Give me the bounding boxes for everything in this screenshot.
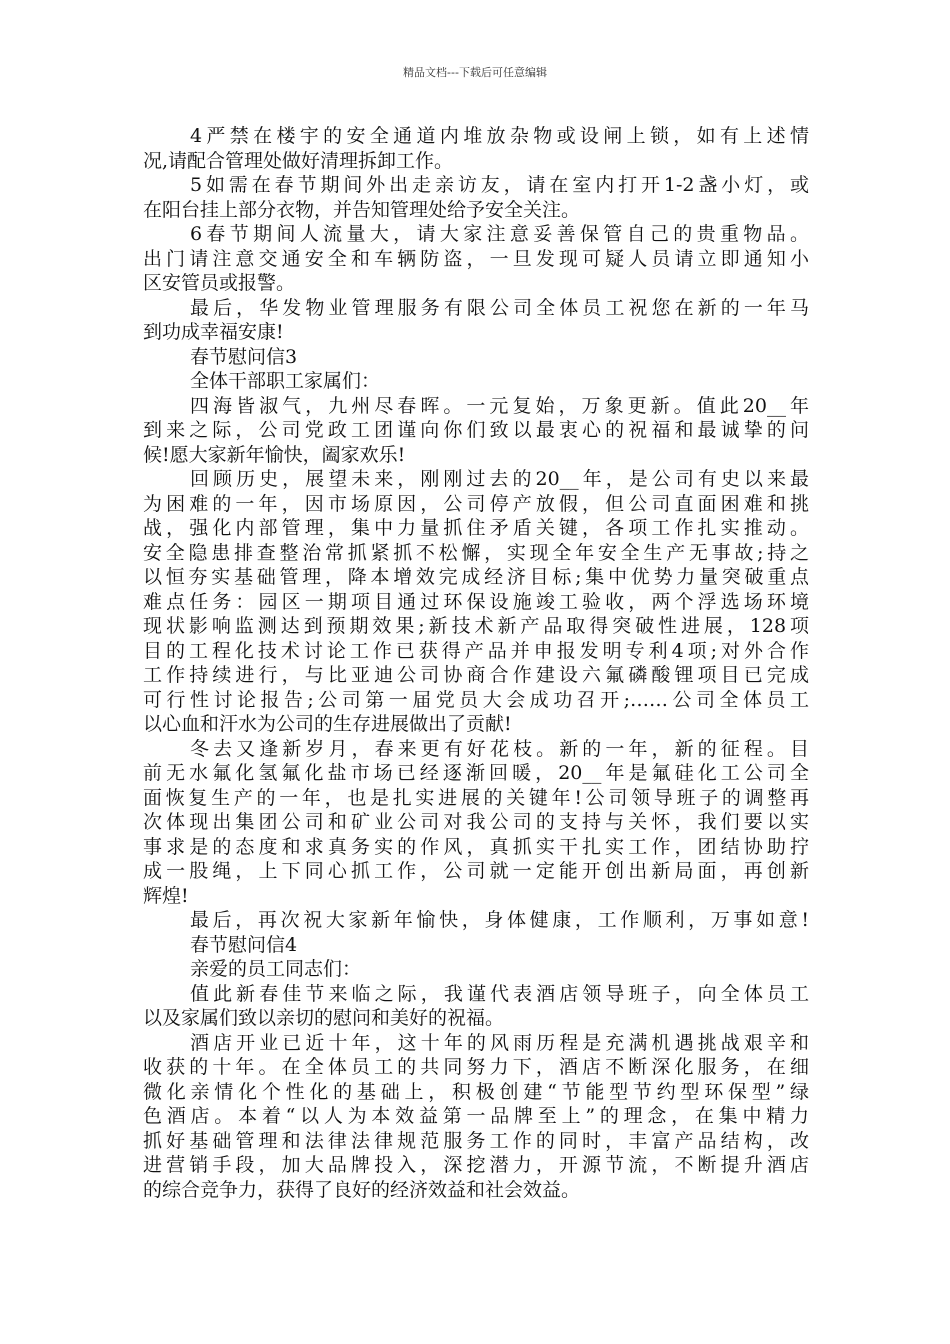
- text-line: 值此新春佳节来临之际，我谨代表酒店领导班子，向全体员工: [190, 982, 809, 1005]
- text-line: 以及家属们致以亲切的慰问和美好的祝福。: [143, 1007, 505, 1029]
- text-line: 5如需在春节期间外出走亲访友，请在室内打开1-2盏小灯，或: [190, 174, 809, 196]
- text-line: 事求是的态度和求真务实的作风，真抓实干扎实工作，团结协助拧: [143, 835, 809, 858]
- text-line: 收获的十年。在全体员工的共同努力下，酒店不断深化服务，在细: [143, 1056, 809, 1078]
- text-line: 到功成幸福安康!: [143, 321, 284, 343]
- text-line: 到来之际，公司党政工团谨向你们致以最衷心的祝福和最诚挚的问: [143, 419, 809, 441]
- text-line: 春节慰问信4: [190, 933, 298, 956]
- text-line: 微化亲情化个性化的基础上，积极创建“节能型节约型环保型”绿: [143, 1080, 809, 1103]
- text-line: 最后，再次祝大家新年愉快，身体健康，工作顺利，万事如意!: [190, 909, 809, 931]
- document-body: [143, 124, 809, 1202]
- text-line: 回顾历史，展望未来，刚刚过去的20__年，是公司有史以来最: [190, 468, 809, 490]
- text-line: 进营销手段，加大品牌投入，深挖潜力，开源节流，不断提升酒店: [143, 1154, 809, 1176]
- text-line: 辉煌!: [143, 884, 189, 907]
- text-line: 区安管员或报警。: [143, 272, 296, 294]
- text-line: 春节慰问信3: [190, 345, 298, 368]
- text-line: 况,请配合管理处做好清理拆卸工作。: [143, 149, 454, 172]
- text-line: 以心血和汗水为公司的生存进展做出了贡献!: [143, 713, 512, 735]
- text-line: 可行性讨论报告;公司第一届党员大会成功召开;……公司全体员工: [143, 688, 809, 711]
- text-line: 亲爱的员工同志们：: [190, 958, 362, 980]
- text-line: 面恢复生产的一年，也是扎实进展的关键年!公司领导班子的调整再: [143, 786, 809, 809]
- text-line: 前无水氟化氢氟化盐市场已经逐渐回暖，20__年是氟硅化工公司全: [143, 762, 809, 784]
- page-header: 精品文档---下载后可任意编辑: [403, 66, 547, 79]
- text-line: 酒店开业已近十年，这十年的风雨历程是充满机遇挑战艰辛和: [190, 1031, 809, 1054]
- text-line: 最后，华发物业管理服务有限公司全体员工祝您在新的一年马: [190, 296, 809, 319]
- text-line: 四海皆淑气，九州尽春晖。一元复始，万象更新。值此20__年: [190, 394, 809, 417]
- text-line: 色酒店。本着“以人为本效益第一品牌至上”的理念，在集中精力: [143, 1105, 809, 1127]
- text-line: 战，强化内部管理，集中力量抓住矛盾关键，各项工作扎实推动。: [143, 517, 809, 539]
- text-line: 候!愿大家新年愉快，阖家欢乐!: [143, 443, 406, 466]
- text-line: 冬去又逢新岁月，春来更有好花枝。新的一年，新的征程。目: [190, 737, 809, 760]
- text-line: 成一股绳，上下同心抓工作，公司就一定能开创出新局面，再创新: [143, 860, 809, 882]
- text-line: 目的工程化技术讨论工作已获得产品并申报发明专利4项;对外合作: [143, 639, 809, 662]
- text-line: 为困难的一年，因市场原因，公司停产放假，但公司直面困难和挑: [143, 492, 809, 515]
- text-line: 以恒夯实基础管理，降本增效完成经济目标;集中优势力量突破重点: [143, 566, 809, 588]
- text-line: 的综合竞争力，获得了良好的经济效益和社会效益。: [143, 1178, 581, 1201]
- text-line: 难点任务：园区一期项目通过环保设施竣工验收，两个浮选场环境: [143, 590, 809, 613]
- text-line: 6春节期间人流量大，请大家注意妥善保管自己的贵重物品。: [190, 223, 809, 245]
- text-line: 出门请注意交通安全和车辆防盗，一旦发现可疑人员请立即通知小: [143, 247, 809, 270]
- text-line: 在阳台挂上部分衣物，并告知管理处给予安全关注。: [143, 198, 581, 221]
- text-line: 抓好基础管理和法律法律规范服务工作的同时，丰富产品结构，改: [143, 1129, 809, 1152]
- text-line: 全体干部职工家属们：: [190, 370, 381, 392]
- text-line: 工作持续进行，与比亚迪公司协商合作建设六氟磷酸锂项目已完成: [143, 664, 809, 686]
- text-line: 次体现出集团公司和矿业公司对我公司的支持与关怀，我们要以实: [143, 811, 809, 833]
- text-line: 4严禁在楼宇的安全通道内堆放杂物或设闸上锁，如有上述情: [190, 125, 809, 147]
- text-line: 现状影响监测达到预期效果;新技术新产品取得突破性进展，128项: [143, 615, 809, 637]
- text-line: 安全隐患排查整治常抓紧抓不松懈，实现全年安全生产无事故;持之: [143, 541, 809, 564]
